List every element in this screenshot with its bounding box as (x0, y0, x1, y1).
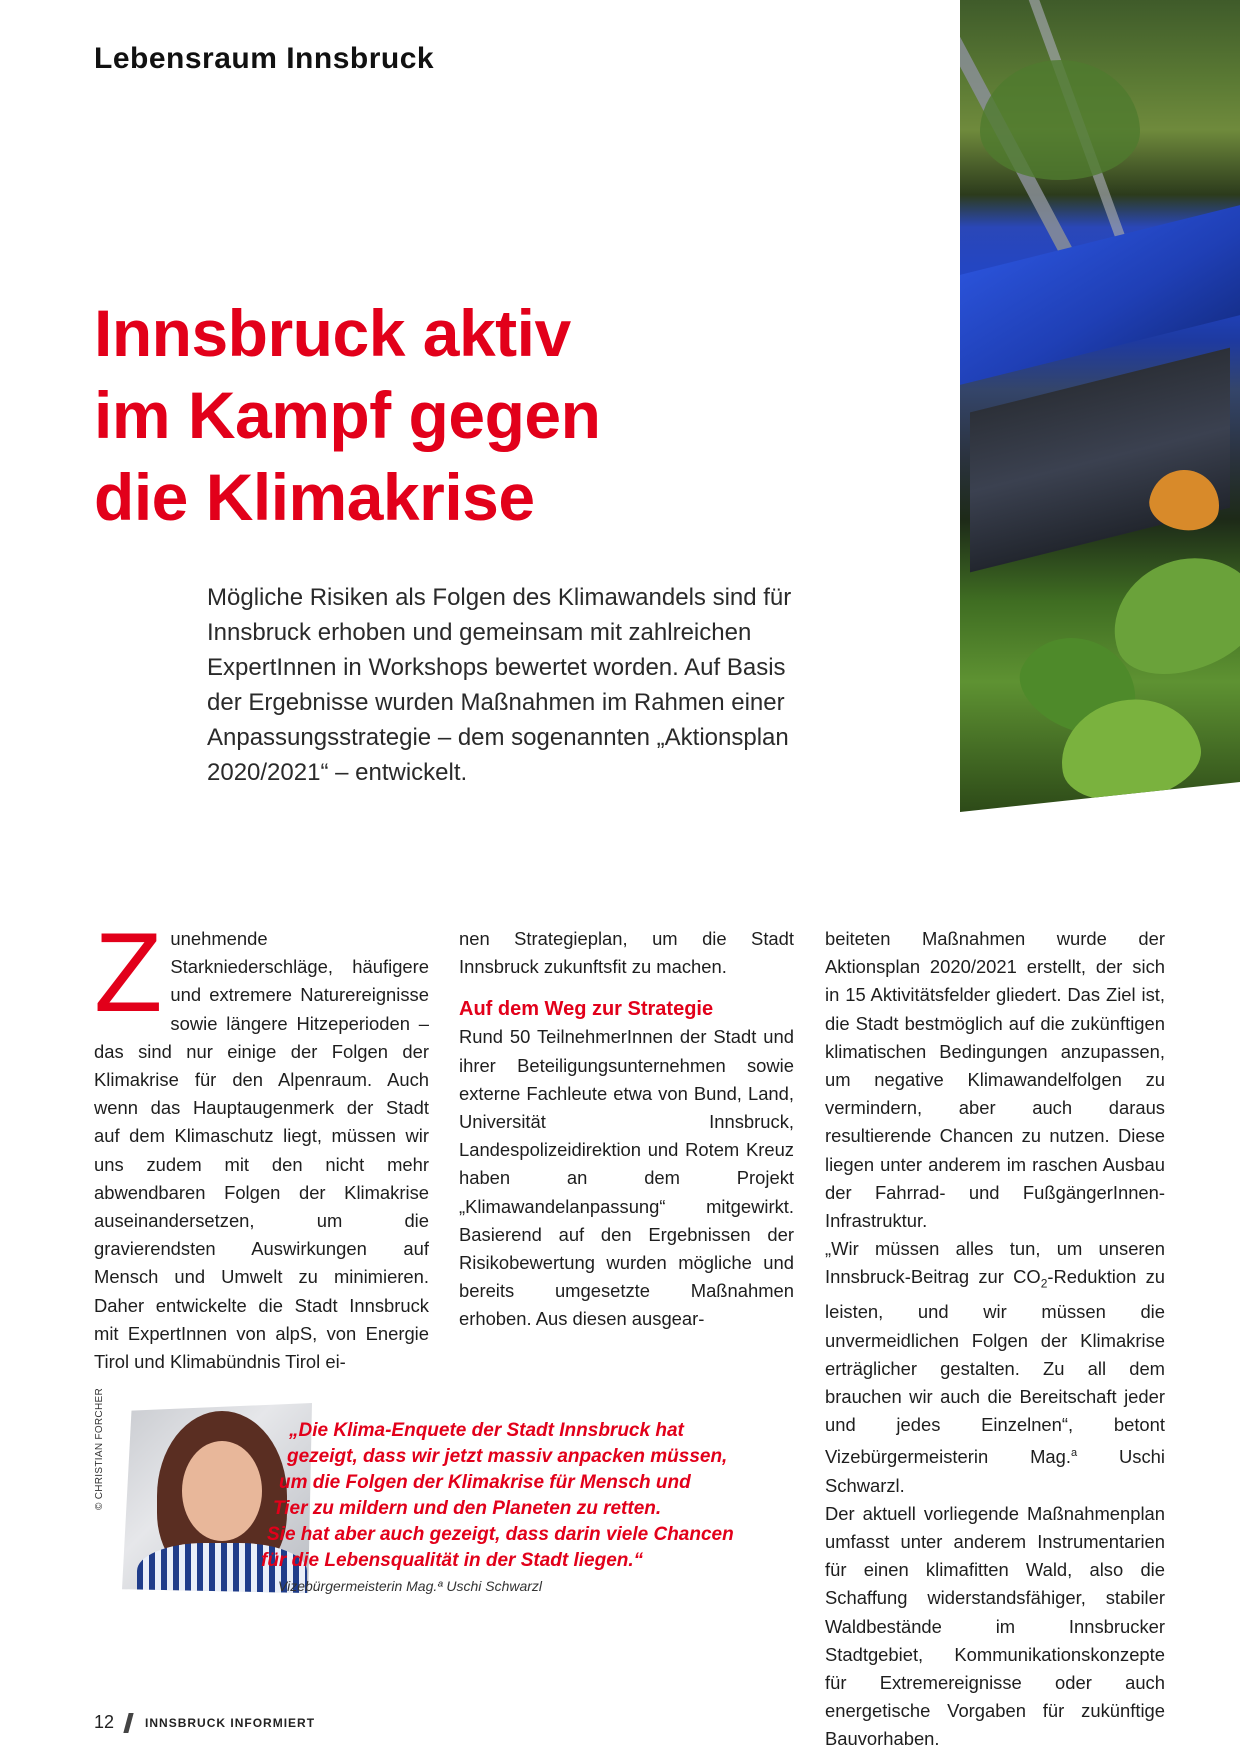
quote-line: „Die Klima-Enquete der Stadt Innsbruck hat (289, 1420, 684, 1441)
magazine-name: INNSBRUCK INFORMIERT (145, 1715, 316, 1730)
column-3-paragraph-1: beiteten Maßnahmen wurde der Aktionsplan 2020/2021 erstellt, der sich in 15 Aktivitätsfelder gliedert. Das Ziel ist, die Stadt bestmöglich auf die zukünftigen klimatischen Bedingungen anzupassen, um negative Klimawandelfolgen zu vermindern, aber auch daraus resultierende Chancen zu nutzen. Diese liegen unter anderem im raschen Ausbau der Fahrrad- und FußgängerInnen-Infrastruktur. (825, 928, 1165, 1232)
quote-line: Tier zu mildern und den Planeten zu retten. (273, 1498, 662, 1519)
column-2-lead: nen Strategieplan, um die Stadt Innsbruck zukunftsfit zu machen. (459, 928, 794, 978)
column-3-paragraph-3: Der aktuell vorliegende Maßnahmenplan umfasst unter anderem Instrumentarien für einen klimafitten Wald, also die Schaffung widerstandsfähiger, stabiler Waldbestände im Innsbrucker Stadtgebiet, Kommunikationskonzepte für Extremereignisse oder auch energetische Vorgaben für zukünftige Bauvorhaben. (825, 1502, 1165, 1750)
headline-line-1: Innsbruck aktiv (94, 296, 571, 370)
portrait-face (182, 1441, 262, 1541)
footer-slash-icon (123, 1713, 133, 1733)
article-column-3 (825, 925, 1165, 1754)
page-footer (94, 1712, 315, 1733)
column-2-text: Rund 50 TeilnehmerInnen der Stadt und ihrer Beteiligungsunternehmen sowie externe Fachleute etwa von Bund, Land, Universität Innsbruck, Landespolizeidirektion und Rotem Kreuz haben an dem Projekt „Klimawandelanpassung“ mitgewirkt. Basierend auf den Ergebnissen der Risikobewertung wurden mögliche und bereits umgesetzte Maßnahmen erhoben. Aus diesen ausgear- (459, 1026, 794, 1330)
headline (94, 292, 914, 538)
article-column-1 (94, 910, 429, 1376)
superscript: a (1070, 1447, 1078, 1460)
drop-cap: Z (94, 910, 163, 1035)
intro-paragraph: Mögliche Risiken als Folgen des Klimawandels sind für Innsbruck erhoben und gemeinsam mit zahlreichen ExpertInnen in Workshops bewertet worden. Auf Basis der Ergebnisse wurden Maßnahmen im Rahmen einer Anpassungsstrategie – dem sogenannten „Aktionsplan 2020/2021“ – entwickelt. (207, 584, 792, 786)
quote-line: für die Lebensqualität in der Stadt liegen.“ (261, 1550, 644, 1571)
photo-bus-window (970, 348, 1230, 573)
page-number: 12 (94, 1712, 115, 1732)
photo-tree (980, 60, 1140, 180)
article-column-2 (459, 925, 794, 1334)
quote-line: Sie hat aber auch gezeigt, dass darin viele Chancen (267, 1524, 734, 1545)
subheading: Auf dem Weg zur Strategie (459, 998, 714, 1021)
headline-line-2: im Kampf gegen (94, 378, 601, 452)
quote-line: um die Folgen der Klimakrise für Mensch und (279, 1472, 691, 1493)
section-label: Lebensraum Innsbruck (94, 42, 435, 75)
headline-line-3: die Klimakrise (94, 460, 535, 534)
column-3-quote-paragraph: „Wir müssen alles tun, um unseren Innsbruck-Beitrag zur $CO_2$-Reduktion zu leisten, und wir müssen die unvermeidlichen Folgen der Klimakrise erträglicher gestalten. Zu all dem brauchen wir auch die Bereitschaft jeder und jedes Einzelnen“, betont Vizebürgermeisterin Mag.$^a$ Uschi Schwarzl. (825, 1238, 1165, 1496)
column-1-paragraph (94, 910, 429, 1376)
subscript: 2 (1040, 1277, 1048, 1292)
quote-line: gezeigt, dass wir jetzt massiv anpacken müssen, (287, 1446, 728, 1467)
photo-credit: © CHRISTIAN FORCHER (94, 1388, 105, 1510)
quote-attribution: Vizebürgermeisterin Mag.ª Uschi Schwarzl (278, 1578, 543, 1594)
pull-quote (261, 1418, 785, 1574)
header-photo-bus (960, 0, 1240, 812)
column-1-text: unehmende Starkniederschläge, häufigere und extremere Naturereignisse sowie längere Hitzeperioden – das sind nur einige der Folgen der Klimakrise für den Alpenraum. Auch wenn das Hauptaugenmerk der Stadt auf dem Klimaschutz liegt, müssen wir uns zudem mit den nicht mehr abwendbaren Folgen der Klimakrise auseinandersetzen, um die gravierendsten Auswirkungen auf Mensch und Umwelt zu minimieren. Daher entwickelte die Stadt Innsbruck mit ExpertInnen von alpS, von Energie Tirol und Klimabündnis Tirol ei- (94, 928, 429, 1373)
